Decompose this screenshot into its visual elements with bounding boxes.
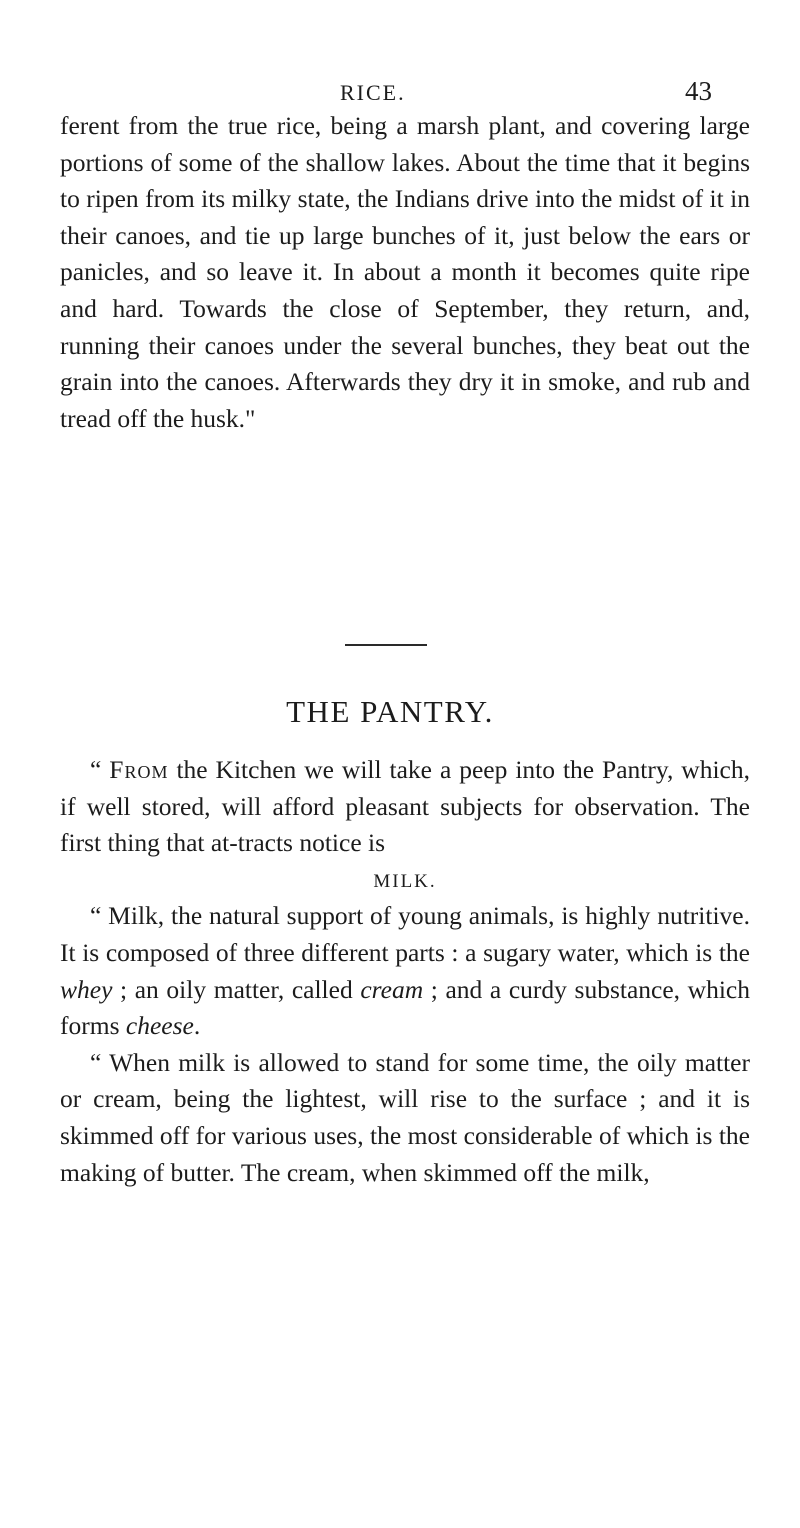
page-number: 43	[685, 76, 712, 106]
subheading-milk: MILK.	[373, 870, 437, 892]
term-cheese: cheese	[125, 1011, 194, 1041]
lead-word: From	[109, 755, 169, 784]
paragraph-milk-cream: “ When milk is allowed to stand for some time, the oily matter or cream, being the lightest, will rise to the surface ; and it is skimmed off for various uses, the most considerable of which is the making of butter. The cream, when skimmed off the milk,	[60, 1047, 750, 1187]
paragraph-rice-continuation: ferent from the true rice, being a marsh plant, and covering large portions of some of the shallow lakes. About the time that it begins to ripen from its milky state, the Indians drive into the midst of it in their canoes, and tie up large bunches of it, just below the ears or panicles, and so leave it. In about a month it becomes quite ripe and hard. Towards the close of September, they return, and, running their canoes under the several bunches, they beat out the grain into the canoes. Afterwards they dry it in smoke, and rub and tread off the husk."	[60, 111, 750, 433]
term-cream: cream	[360, 974, 424, 1004]
term-whey: whey	[60, 974, 113, 1004]
text-run: “ Milk, the natural support of young animals, is highly nutritive. It is composed of three different parts : a sugary water, which is the	[60, 901, 750, 967]
text-run: .	[193, 1011, 201, 1041]
text-run: ; an oily matter, called	[112, 974, 361, 1004]
section-divider	[345, 644, 427, 646]
paragraph-milk-composition	[60, 898, 750, 1044]
text-block-pantry	[60, 752, 750, 1191]
paragraph-text: the Kitchen we will take a peep into the Pantry, which, if well stored, will afford pleasant subjects for observation. The first thing that at-tracts notice is	[60, 755, 750, 858]
section-heading: THE PANTRY.	[286, 694, 494, 729]
running-title: RICE.	[340, 80, 406, 105]
running-header	[0, 76, 800, 110]
text-block-rice	[60, 108, 750, 437]
text-run: ; and a curdy substance, which forms	[60, 974, 750, 1041]
open-quote: “	[90, 755, 110, 784]
paragraph-pantry-intro	[60, 752, 750, 862]
